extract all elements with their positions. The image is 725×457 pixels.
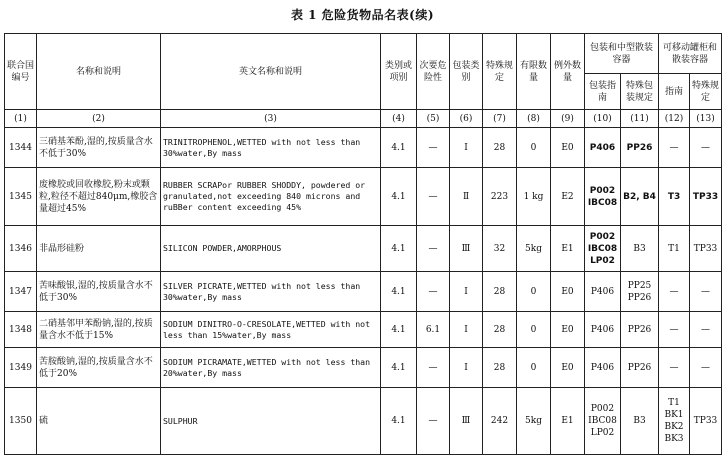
special-provision: 28 <box>483 312 517 348</box>
special-provision: 28 <box>483 128 517 168</box>
sub-risk: — <box>417 388 450 455</box>
col-number: (13) <box>690 110 722 128</box>
header-name-en: 英文名称和说明 <box>161 34 381 110</box>
sub-risk: 6.1 <box>417 312 450 348</box>
tank-instruction: — <box>659 272 690 312</box>
tank-instruction: — <box>659 348 690 388</box>
header-pack-special: 特殊包装规定 <box>621 74 659 110</box>
name-cn: 三硝基苯酚,湿的,按质量含水不低于30% <box>37 128 161 168</box>
header-name-cn: 名称和说明 <box>37 34 161 110</box>
pack-instruction: P002 IBC08 LP02 <box>585 388 621 455</box>
name-en: SODIUM DINITRO-O-CRESOLATE,WETTED with not less than 15%water,By mass <box>161 312 381 348</box>
col-number: (11) <box>621 110 659 128</box>
limited-qty: 1 kg <box>517 168 551 226</box>
pack-instruction: P406 <box>585 312 621 348</box>
name-cn: 硫 <box>37 388 161 455</box>
col-number: (2) <box>37 110 161 128</box>
tank-special: — <box>690 272 722 312</box>
table-row <box>5 168 722 226</box>
pack-special: PP26 <box>621 312 659 348</box>
sub-risk: — <box>417 168 450 226</box>
special-provision: 223 <box>483 168 517 226</box>
pack-special: B3 <box>621 226 659 272</box>
pack-special: PP26 <box>621 128 659 168</box>
tank-instruction: T3 <box>659 168 690 226</box>
limited-qty: 0 <box>517 312 551 348</box>
pack-instruction: P002 IBC08 <box>585 168 621 226</box>
header-class: 类别或项别 <box>381 34 417 110</box>
un-number: 1348 <box>5 312 37 348</box>
header-limited: 有限数量 <box>517 34 551 110</box>
header-tank-instr: 指南 <box>659 74 690 110</box>
name-cn: 二硝基邻甲苯酚钠,湿的,按质量含水不低于15% <box>37 312 161 348</box>
col-number: (3) <box>161 110 381 128</box>
limited-qty: 5kg <box>517 388 551 455</box>
excepted-qty: E0 <box>551 348 585 388</box>
header-un-no: 联合国编号 <box>5 34 37 110</box>
tank-special: TP33 <box>690 168 722 226</box>
pack-group: Ⅱ <box>450 168 483 226</box>
header-tank: 可移动罐柜和散装容器 <box>659 34 722 74</box>
special-provision: 28 <box>483 272 517 312</box>
pack-instruction: P406 <box>585 272 621 312</box>
table-row <box>5 272 722 312</box>
pack-group: Ⅰ <box>450 348 483 388</box>
sub-risk: — <box>417 272 450 312</box>
special-provision: 28 <box>483 348 517 388</box>
header-special: 特殊规定 <box>483 34 517 110</box>
pack-instruction: P406 <box>585 348 621 388</box>
tank-instruction: T1 <box>659 226 690 272</box>
un-number: 1344 <box>5 128 37 168</box>
col-number: (12) <box>659 110 690 128</box>
table-row <box>5 128 722 168</box>
table-row <box>5 348 722 388</box>
col-number: (7) <box>483 110 517 128</box>
pack-special: B3 <box>621 388 659 455</box>
limited-qty: 0 <box>517 272 551 312</box>
header-tank-special: 特殊规定 <box>690 74 722 110</box>
header-pack-instr: 包装指南 <box>585 74 621 110</box>
sub-risk: — <box>417 348 450 388</box>
un-number: 1347 <box>5 272 37 312</box>
name-en: SODIUM PICRAMATE,WETTED with not less than 20%water,By mass <box>161 348 381 388</box>
table-row <box>5 312 722 348</box>
limited-qty: 0 <box>517 348 551 388</box>
pack-group: Ⅰ <box>450 128 483 168</box>
tank-instruction: T1 BK1 BK2 BK3 <box>659 388 690 455</box>
col-number: (9) <box>551 110 585 128</box>
class: 4.1 <box>381 128 417 168</box>
name-en: TRINITROPHENOL,WETTED with not less than 30%water,By mass <box>161 128 381 168</box>
excepted-qty: E1 <box>551 388 585 455</box>
col-number: (1) <box>5 110 37 128</box>
pack-instruction: P002 IBC08 LP02 <box>585 226 621 272</box>
special-provision: 242 <box>483 388 517 455</box>
name-en: RUBBER SCRAPor RUBBER SHODDY, powdered or granulated,not exceeding 840 microns and ruBBer content exceeding 45% <box>161 168 381 226</box>
excepted-qty: E2 <box>551 168 585 226</box>
name-cn: 非晶形硅粉 <box>37 226 161 272</box>
name-en: SILVER PICRATE,WETTED with not less than 30%water,By mass <box>161 272 381 312</box>
tank-special: — <box>690 348 722 388</box>
excepted-qty: E1 <box>551 226 585 272</box>
pack-instruction: P406 <box>585 128 621 168</box>
col-number: (4) <box>381 110 417 128</box>
pack-special: B2, B4 <box>621 168 659 226</box>
un-number: 1345 <box>5 168 37 226</box>
pack-group: Ⅲ <box>450 226 483 272</box>
pack-special: PP25 PP26 <box>621 272 659 312</box>
pack-special: PP26 <box>621 348 659 388</box>
class: 4.1 <box>381 272 417 312</box>
pack-group: Ⅰ <box>450 312 483 348</box>
name-cn: 废橡胶或回收橡胶,粉末或颗粒,粒径不超过840μm,橡胶含量超过45% <box>37 168 161 226</box>
name-cn: 苦味酸银,湿的,按质量含水不低于30% <box>37 272 161 312</box>
class: 4.1 <box>381 348 417 388</box>
special-provision: 32 <box>483 226 517 272</box>
class: 4.1 <box>381 168 417 226</box>
name-en: SULPHUR <box>161 388 381 455</box>
table-row <box>5 388 722 455</box>
col-number: (10) <box>585 110 621 128</box>
excepted-qty: E0 <box>551 128 585 168</box>
excepted-qty: E0 <box>551 272 585 312</box>
col-number: (5) <box>417 110 450 128</box>
un-number: 1350 <box>5 388 37 455</box>
header-row-1 <box>5 34 722 74</box>
tank-special: TP33 <box>690 226 722 272</box>
table-title: 表 1 危险货物品名表(续) <box>290 8 435 22</box>
excepted-qty: E0 <box>551 312 585 348</box>
tank-special: — <box>690 128 722 168</box>
un-number: 1349 <box>5 348 37 388</box>
class: 4.1 <box>381 388 417 455</box>
sub-risk: — <box>417 226 450 272</box>
tank-special: TP33 <box>690 388 722 455</box>
class: 4.1 <box>381 226 417 272</box>
un-number: 1346 <box>5 226 37 272</box>
pack-group: Ⅲ <box>450 388 483 455</box>
header-excepted: 例外数量 <box>551 34 585 110</box>
class: 4.1 <box>381 312 417 348</box>
tank-instruction: — <box>659 312 690 348</box>
dangerous-goods-table <box>4 33 722 455</box>
tank-instruction: — <box>659 128 690 168</box>
col-number: (8) <box>517 110 551 128</box>
tank-special: — <box>690 312 722 348</box>
sub-risk: — <box>417 128 450 168</box>
name-cn: 苦胺酸钠,湿的,按质量含水不低于20% <box>37 348 161 388</box>
header-pack-group: 包装类别 <box>450 34 483 110</box>
table-row <box>5 226 722 272</box>
col-number: (6) <box>450 110 483 128</box>
limited-qty: 5kg <box>517 226 551 272</box>
limited-qty: 0 <box>517 128 551 168</box>
column-number-row <box>5 110 722 128</box>
header-pack-ibc: 包装和中型散装容器 <box>585 34 659 74</box>
name-en: SILICON POWDER,AMORPHOUS <box>161 226 381 272</box>
pack-group: Ⅰ <box>450 272 483 312</box>
header-sub-risk: 次要危险性 <box>417 34 450 110</box>
